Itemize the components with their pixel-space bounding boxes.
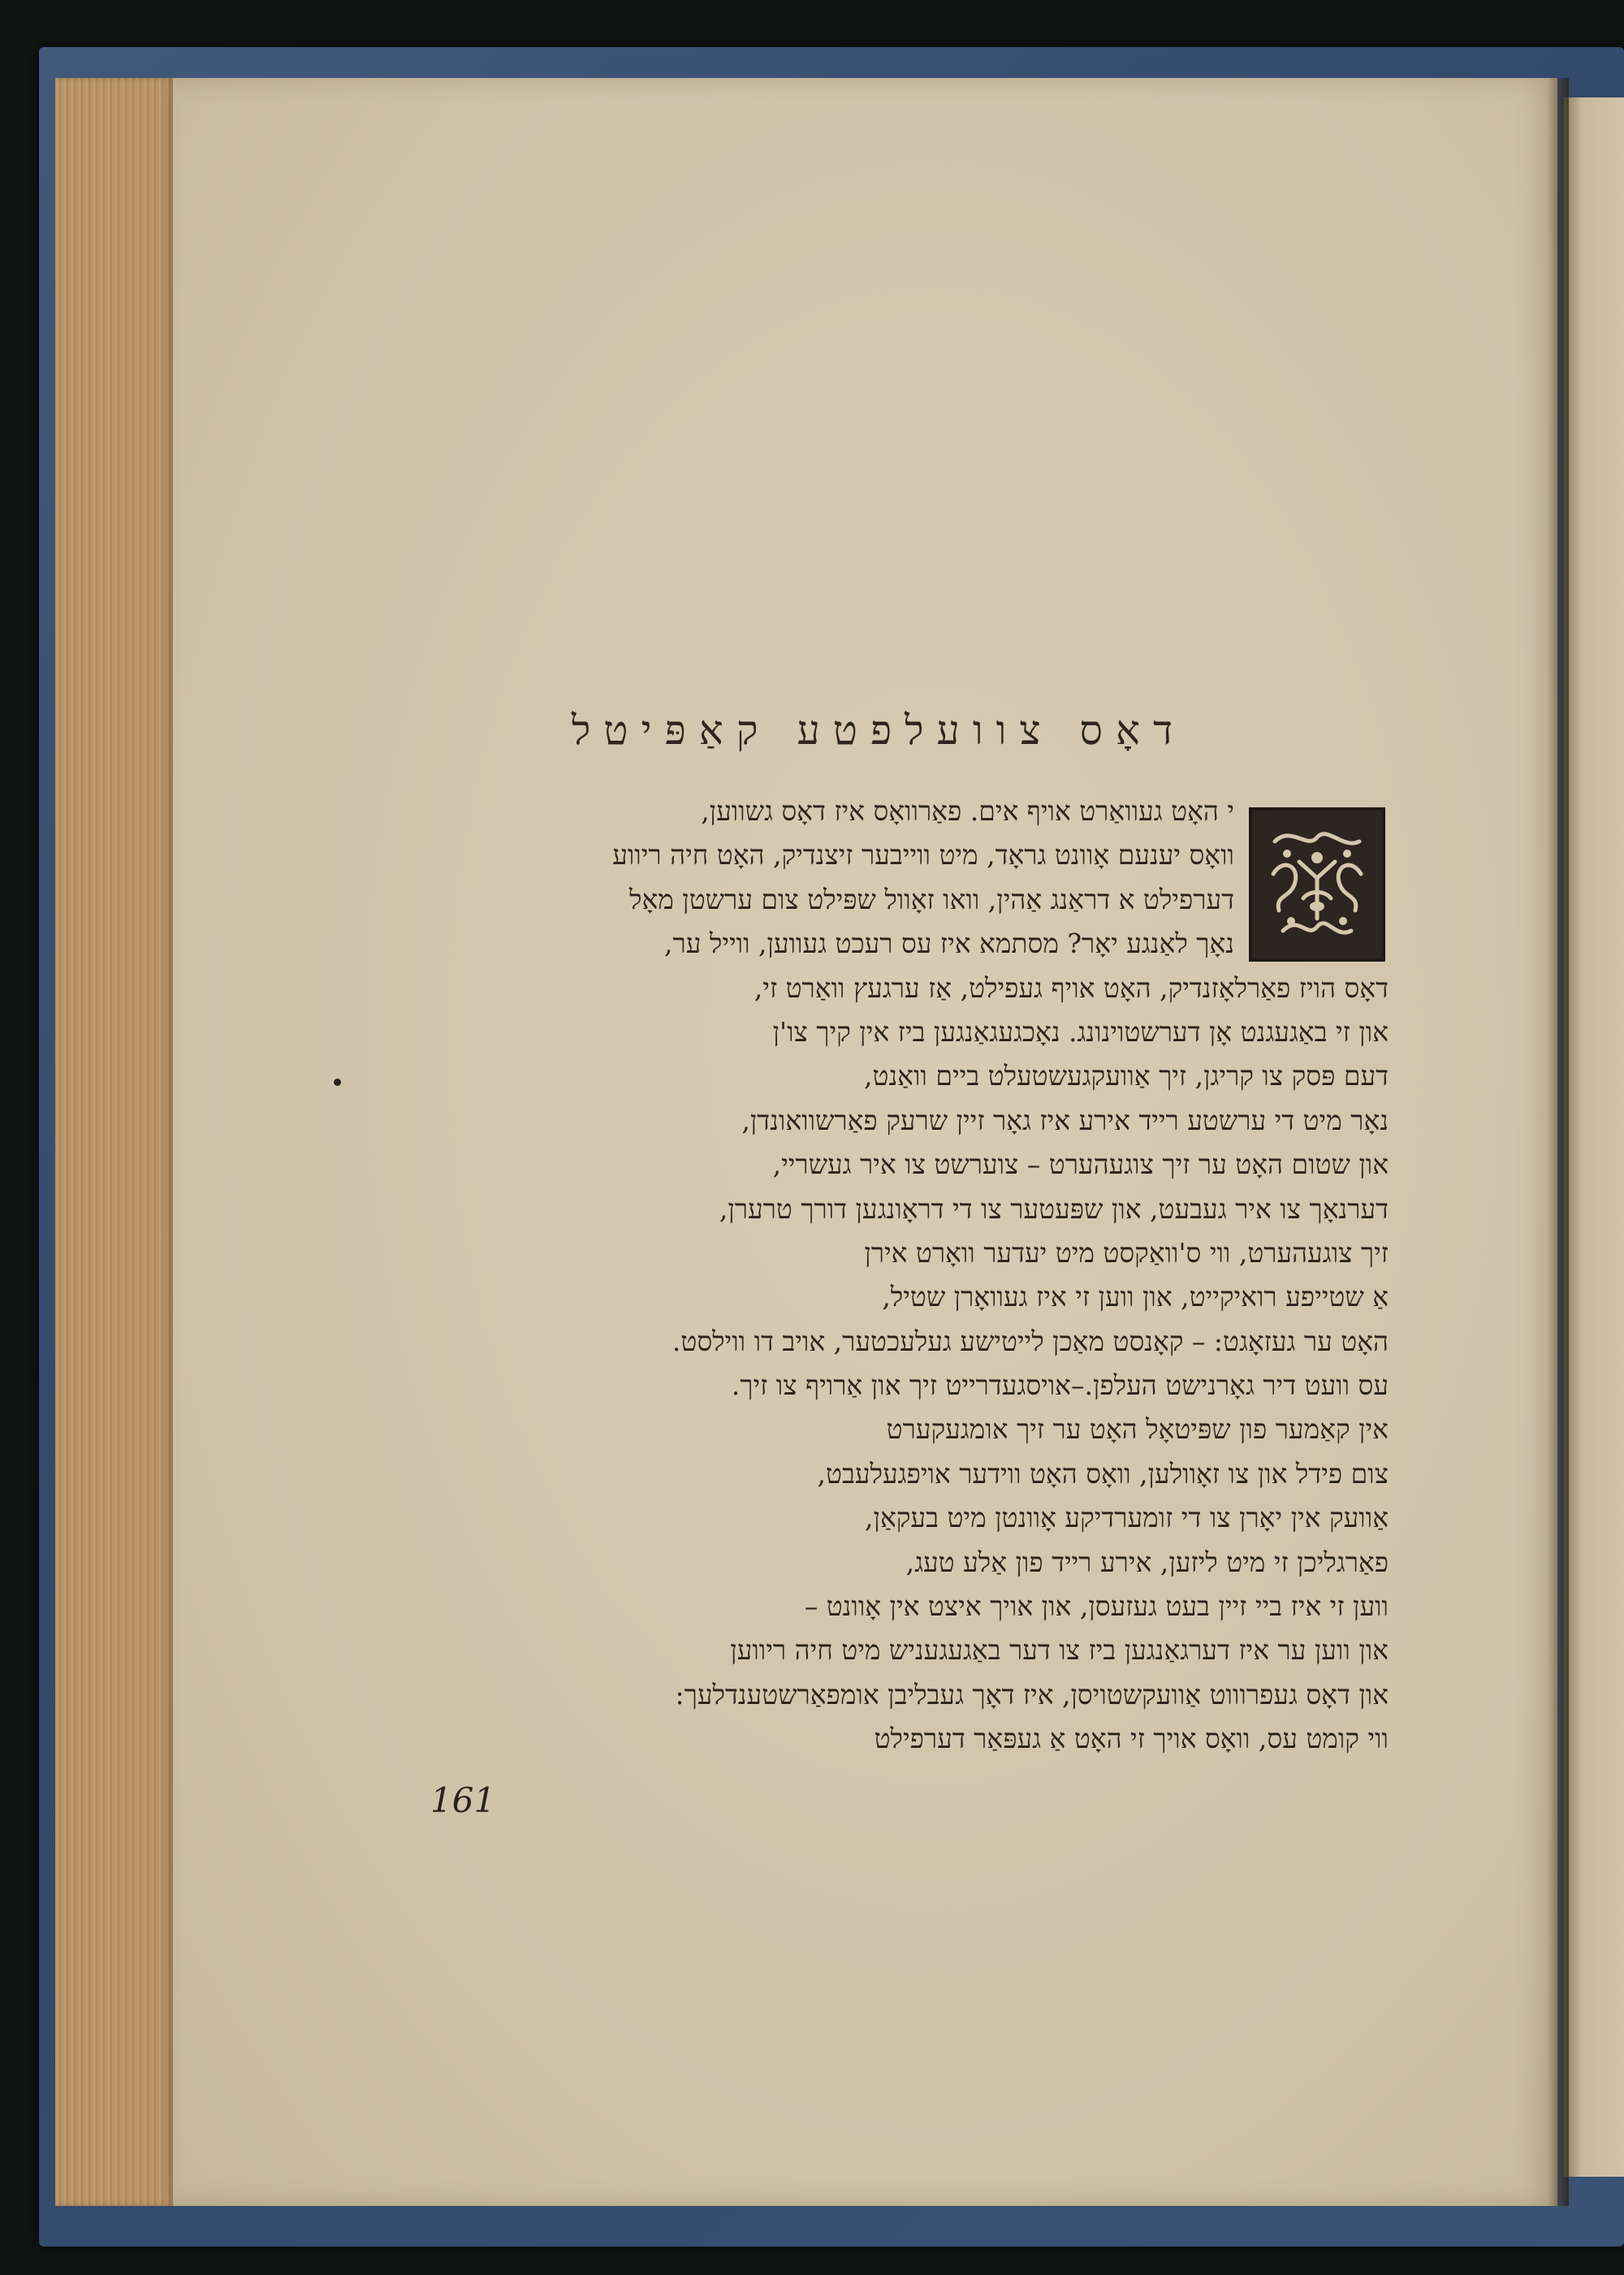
text-line: ווען זי איז ביי זיין בעט געזעסן, און אויך איצט אין אָוונט – (804, 1590, 1389, 1623)
text-line: און זי באַגעגנט אָן דערשטוינונג. נאָכגעגאַנגען ביז אין קיך צו'ן (772, 1015, 1389, 1048)
text-line: אין קאַמער פון שפּיטאָל האָט ער זיך אומגעקערט (886, 1413, 1389, 1446)
text-line: פאַרגליכן זי מיט ליזען, אירע רייד פון אַלע טעג, (905, 1546, 1389, 1578)
text-line: זיך צוגעהערט, ווי ס'וואַקסט מיט יעדער וואָרט אירן (864, 1236, 1389, 1269)
text-line: און שטום האָט ער זיך צוגעהערט – צוערשט צו איר געשריי, (772, 1148, 1389, 1181)
text-line: און דאָס געפרוווט אַוועקשטויסן, איז דאָך געבליבן אומפאַרשטענדלעך: (675, 1678, 1389, 1711)
text-line: דעם פּסק צו קריגן, זיך אַוועקגעשטעלט ביים וואַנט, (864, 1060, 1389, 1092)
text-line: וואָס יענעם אָוונט גראָד, מיט ווייבער זיצנדיק, האָט חיה ריווע (612, 839, 1234, 872)
text-line: ווי קומט עס, וואָס אויך זי האָט אַ געפּאַר דערפילט (874, 1723, 1389, 1755)
text-line: צום פידל און צו זאָוולען, וואָס האָט ווידער אויפגעלעבט, (817, 1457, 1389, 1490)
text-line: דאָס הויז פאַרלאָזנדיק, האָט אויף געפילט, אַז ערגעץ וואַרט זי, (754, 971, 1389, 1004)
ink-speck (334, 1079, 341, 1086)
text-line: נאָך לאַנגע יאָר? מסתמא איז עס רעכט געווען, ווייל ער, (664, 928, 1234, 960)
book-gutter (1548, 78, 1569, 2206)
text-line: דערנאָך צו איר געבעט, און שפּעטער צו די דראָונגען דורך טרערן, (719, 1192, 1389, 1225)
text-line: נאָר מיט די ערשטע רייד אירע איז גאָר זיין שרעק פאַרשוואונדן, (741, 1104, 1389, 1136)
text-line: אַוועק אין יאָרן צו די זומערדיקע אָוונטן מיט בעקאַן, (865, 1502, 1389, 1534)
page-edges (55, 78, 173, 2206)
chapter-title: דאָס צוועלפטע קאַפּיטל (571, 707, 1186, 754)
text-line: אַ שטייפע רואיקייט, און ווען זי איז געוואָרן שטיל, (882, 1281, 1389, 1313)
page-number: 161 (430, 1780, 496, 1820)
text-line: דערפילט א דראַנג אַהין, וואו זאָוול שפּילט צום ערשטן מאָל (629, 883, 1234, 915)
text-line: און ווען ער איז דערגאַנגען ביז צו דער באַגעגעניש מיט חיה ריווען (730, 1634, 1389, 1667)
text-line: עס וועט דיר גאָרנישט העלפן.–אויסגעדרייט זיך און אַרויף צו זיך. (731, 1369, 1389, 1402)
facing-page-edge (1564, 97, 1624, 2177)
text-line: האָט ער געזאָגט: – קאָנסט מאַכן לייטישע געלעכטער, אויב דו ווילסט. (672, 1325, 1389, 1357)
text-line: י האָט געוואַרט אויף אים. פאַרוואָס איז דאָס גשווען, (701, 795, 1234, 827)
chapter-body-text (455, 789, 1389, 1762)
